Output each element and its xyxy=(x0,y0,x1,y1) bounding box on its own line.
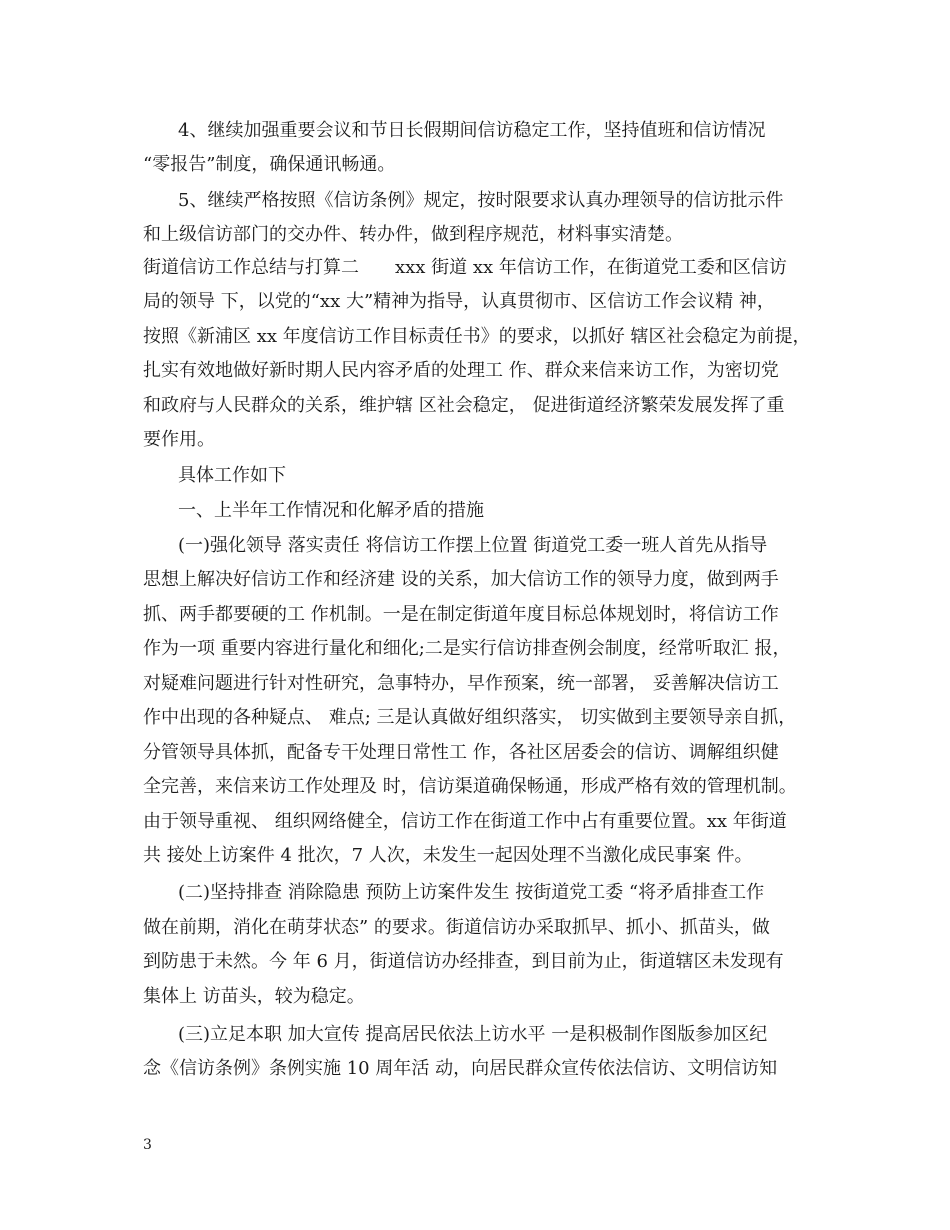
text-line: 到防患于未然。今 年 6 月，街道信访办经排查，到目前为止，街道辖区未发现有 xyxy=(143,951,784,972)
text-line: 分管领导具体抓，配备专干处理日常性工 作，各社区居委会的信访、调解组织健 xyxy=(143,742,779,763)
text-line: 4、继续加强重要会议和节日长假期间信访稳定工作，坚持值班和信访情况 xyxy=(178,120,766,141)
text-line: 和上级信访部门的交办件、转办件，做到程序规范，材料事实清楚。 xyxy=(143,224,683,245)
text-line: 作中出现的各种疑点、 难点; 三是认真做好组织落实， 切实做到主要领导亲自抓， xyxy=(143,707,797,728)
text-line: 做在前期，消化在萌芽状态” 的要求。街道信访办采取抓早、抓小、抓苗头，做 xyxy=(143,917,770,938)
text-line: (三)立足本职 加大宣传 提高居民依法上访水平 一是积极制作图版参加区纪 xyxy=(178,1024,768,1045)
text-line: 共 接处上访案件 4 批次，7 人次，未发生一起因处理不当激化成民事案 件。 xyxy=(143,845,753,866)
text-line: 集体上 访苗头，较为稳定。 xyxy=(143,986,365,1007)
text-line: 按照《新浦区 xx 年度信访工作目标责任书》的要求，以抓好 辖区社会稳定为前提， xyxy=(143,326,811,347)
text-line: 念《信访条例》条例实施 10 周年活 动，向居民群众宣传依法信访、文明信访知 xyxy=(143,1058,778,1079)
text-line: 全完善，来信来访工作处理及 时，信访渠道确保畅通，形成严格有效的管理机制。 xyxy=(143,776,797,797)
section-title-line: 街道信访工作总结与打算二 xxx 街道 xx 年信访工作，在街道党工委和区信访 xyxy=(143,257,787,278)
text-line: 对疑难问题进行针对性研究，急事特办，早作预案，统一部署， 妥善解决信访工 xyxy=(143,673,779,694)
text-line: 思想上解决好信访工作和经济建 设的关系，加大信访工作的领导力度，做到两手 xyxy=(143,569,779,590)
text-line: “零报告”制度，确保通讯畅通。 xyxy=(143,154,396,175)
text-line: 和政府与人民群众的关系，维护辖 区社会稳定， 促进街道经济繁荣发展发挥了重 xyxy=(143,395,785,416)
text-line: 5、继续严格按照《信访条例》规定，按时限要求认真办理领导的信访批示件 xyxy=(178,190,784,211)
text-line: 局的领导 下，以党的“xx 大”精神为指导，认真贯彻市、区信访工作会议精 神， xyxy=(143,291,775,312)
text-line: (一)强化领导 落实责任 将信访工作摆上位置 街道党工委一班人首先从指导 xyxy=(178,535,768,556)
text-line: 抓、两手都要硬的工 作机制。一是在制定街道年度目标总体规划时，将信访工作 xyxy=(143,604,779,625)
text-line: 要作用。 xyxy=(143,429,215,450)
heading-line: 一、上半年工作情况和化解矛盾的措施 xyxy=(178,500,484,521)
text-line: 扎实有效地做好新时期人民内容矛盾的处理工 作、群众来信来访工作，为密切党 xyxy=(143,360,779,381)
text-line: (二)坚持排查 消除隐患 预防上访案件发生 按街道党工委 “将矛盾排查工作 xyxy=(178,882,765,903)
text-line: 具体工作如下 xyxy=(178,465,286,486)
text-line: 作为一项 重要内容进行量化和细化;二是实行信访排查例会制度，经常听取汇 报， xyxy=(143,638,791,659)
text-line: 由于领导重视、 组织网络健全，信访工作在街道工作中占有重要位置。xx 年街道 xyxy=(143,811,787,832)
page-number: 3 xyxy=(143,1137,152,1153)
